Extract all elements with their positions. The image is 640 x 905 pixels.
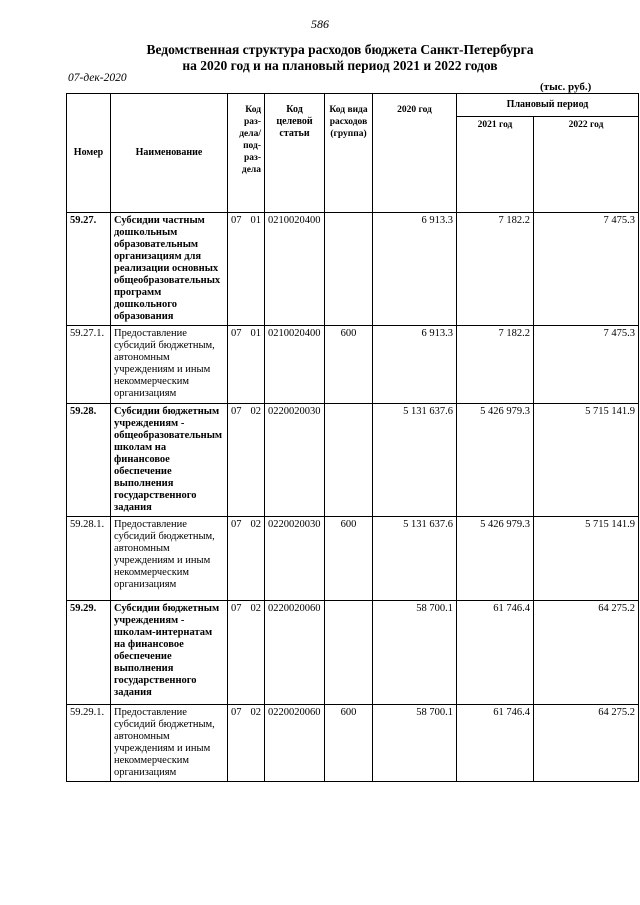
row-section-code: 07 — [231, 328, 242, 339]
row-expense-type-cell: 600 — [325, 517, 373, 601]
row-name-cell: Субсидии бюджетным учреждениям - школам-интернатам на финансовое обеспечение выполнения государственного задания — [111, 601, 228, 705]
row-2022-cell: 64 275.2 — [534, 601, 639, 705]
row-2021-cell: 61 746.4 — [457, 601, 534, 705]
row-subsection-code: 02 — [250, 519, 261, 530]
row-2022-cell: 7 475.3 — [534, 213, 639, 326]
header-2020: 2020 год — [373, 94, 457, 213]
row-section-code: 07 — [231, 603, 242, 614]
row-section-cell — [228, 326, 265, 404]
row-2021-cell: 7 182.2 — [457, 213, 534, 326]
row-2020-cell: 5 131 637.6 — [373, 517, 457, 601]
row-expense-type-cell — [325, 404, 373, 517]
row-2020-cell: 58 700.1 — [373, 601, 457, 705]
budget-table — [66, 93, 639, 782]
header-name: Наименование — [111, 94, 228, 213]
header-planned-period: Плановый период — [457, 94, 639, 117]
row-expense-type-cell — [325, 213, 373, 326]
table-row — [67, 517, 639, 601]
document-date: 07-дек-2020 — [68, 72, 127, 84]
row-subsection-code: 02 — [250, 707, 261, 718]
row-number-cell: 59.29.1. — [67, 705, 111, 782]
row-section-cell — [228, 517, 265, 601]
row-number-cell: 59.27. — [67, 213, 111, 326]
row-section-cell — [228, 213, 265, 326]
row-2021-cell: 5 426 979.3 — [457, 404, 534, 517]
row-number-cell: 59.27.1. — [67, 326, 111, 404]
row-name-cell: Предоставление субсидий бюджетным, автономным учреждениям и иным некоммерческим организациям — [111, 326, 228, 404]
document-title: Ведомственная структура расходов бюджета Санкт-Петербурга на 2020 год и на плановый период 2021 и 2022 годов — [146, 42, 534, 73]
row-section-cell — [228, 705, 265, 782]
row-section-cell — [228, 601, 265, 705]
row-number-cell: 59.28. — [67, 404, 111, 517]
row-subsection-code: 01 — [250, 215, 261, 226]
row-number-cell: 59.29. — [67, 601, 111, 705]
row-target-cell: 0220020060 — [265, 601, 325, 705]
row-2021-cell: 7 182.2 — [457, 326, 534, 404]
row-2020-cell: 6 913.3 — [373, 326, 457, 404]
table-row — [67, 404, 639, 517]
row-target-cell: 0220020060 — [265, 705, 325, 782]
table-row — [67, 326, 639, 404]
row-2020-cell: 58 700.1 — [373, 705, 457, 782]
table-body — [67, 213, 639, 782]
row-expense-type-cell: 600 — [325, 705, 373, 782]
row-section-code: 07 — [231, 707, 242, 718]
row-2021-cell: 61 746.4 — [457, 705, 534, 782]
row-name-cell: Субсидии бюджетным учреждениям - общеобразовательным школам на финансовое обеспечение выполнения государственного задания — [111, 404, 228, 517]
row-2022-cell: 5 715 141.9 — [534, 404, 639, 517]
row-section-cell — [228, 404, 265, 517]
row-2022-cell: 5 715 141.9 — [534, 517, 639, 601]
header-2021: 2021 год — [457, 117, 534, 213]
header-target: Код целевой статьи — [265, 94, 325, 213]
table-row — [67, 601, 639, 705]
row-name-cell: Предоставление субсидий бюджетным, автономным учреждениям и иным некоммерческим организациям — [111, 705, 228, 782]
units-label: (тыс. руб.) — [540, 81, 592, 93]
row-expense-type-cell — [325, 601, 373, 705]
row-target-cell: 0210020400 — [265, 213, 325, 326]
header-section: Код раз- дела/ под- раз- дела — [228, 94, 265, 213]
header-expense-type: Код вида расходов (группа) — [325, 94, 373, 213]
row-target-cell: 0220020030 — [265, 404, 325, 517]
row-subsection-code: 01 — [250, 328, 261, 339]
row-target-cell: 0210020400 — [265, 326, 325, 404]
row-subsection-code: 02 — [250, 406, 261, 417]
row-2022-cell: 7 475.3 — [534, 326, 639, 404]
row-2022-cell: 64 275.2 — [534, 705, 639, 782]
page-number: 586 — [311, 17, 329, 31]
row-target-cell: 0220020030 — [265, 517, 325, 601]
table-row — [67, 705, 639, 782]
row-section-code: 07 — [231, 406, 242, 417]
row-2020-cell: 6 913.3 — [373, 213, 457, 326]
row-2020-cell: 5 131 637.6 — [373, 404, 457, 517]
row-number-cell: 59.28.1. — [67, 517, 111, 601]
row-name-cell: Субсидии частным дошкольным образовательным организациям для реализации основных общеобразовательных программ дошкольного образования — [111, 213, 228, 326]
row-expense-type-cell: 600 — [325, 326, 373, 404]
row-2021-cell: 5 426 979.3 — [457, 517, 534, 601]
table-row — [67, 213, 639, 326]
row-section-code: 07 — [231, 215, 242, 226]
row-section-code: 07 — [231, 519, 242, 530]
row-name-cell: Предоставление субсидий бюджетным, автономным учреждениям и иным некоммерческим организациям — [111, 517, 228, 601]
header-number: Номер — [67, 94, 111, 213]
header-2022: 2022 год — [534, 117, 639, 213]
row-subsection-code: 02 — [250, 603, 261, 614]
